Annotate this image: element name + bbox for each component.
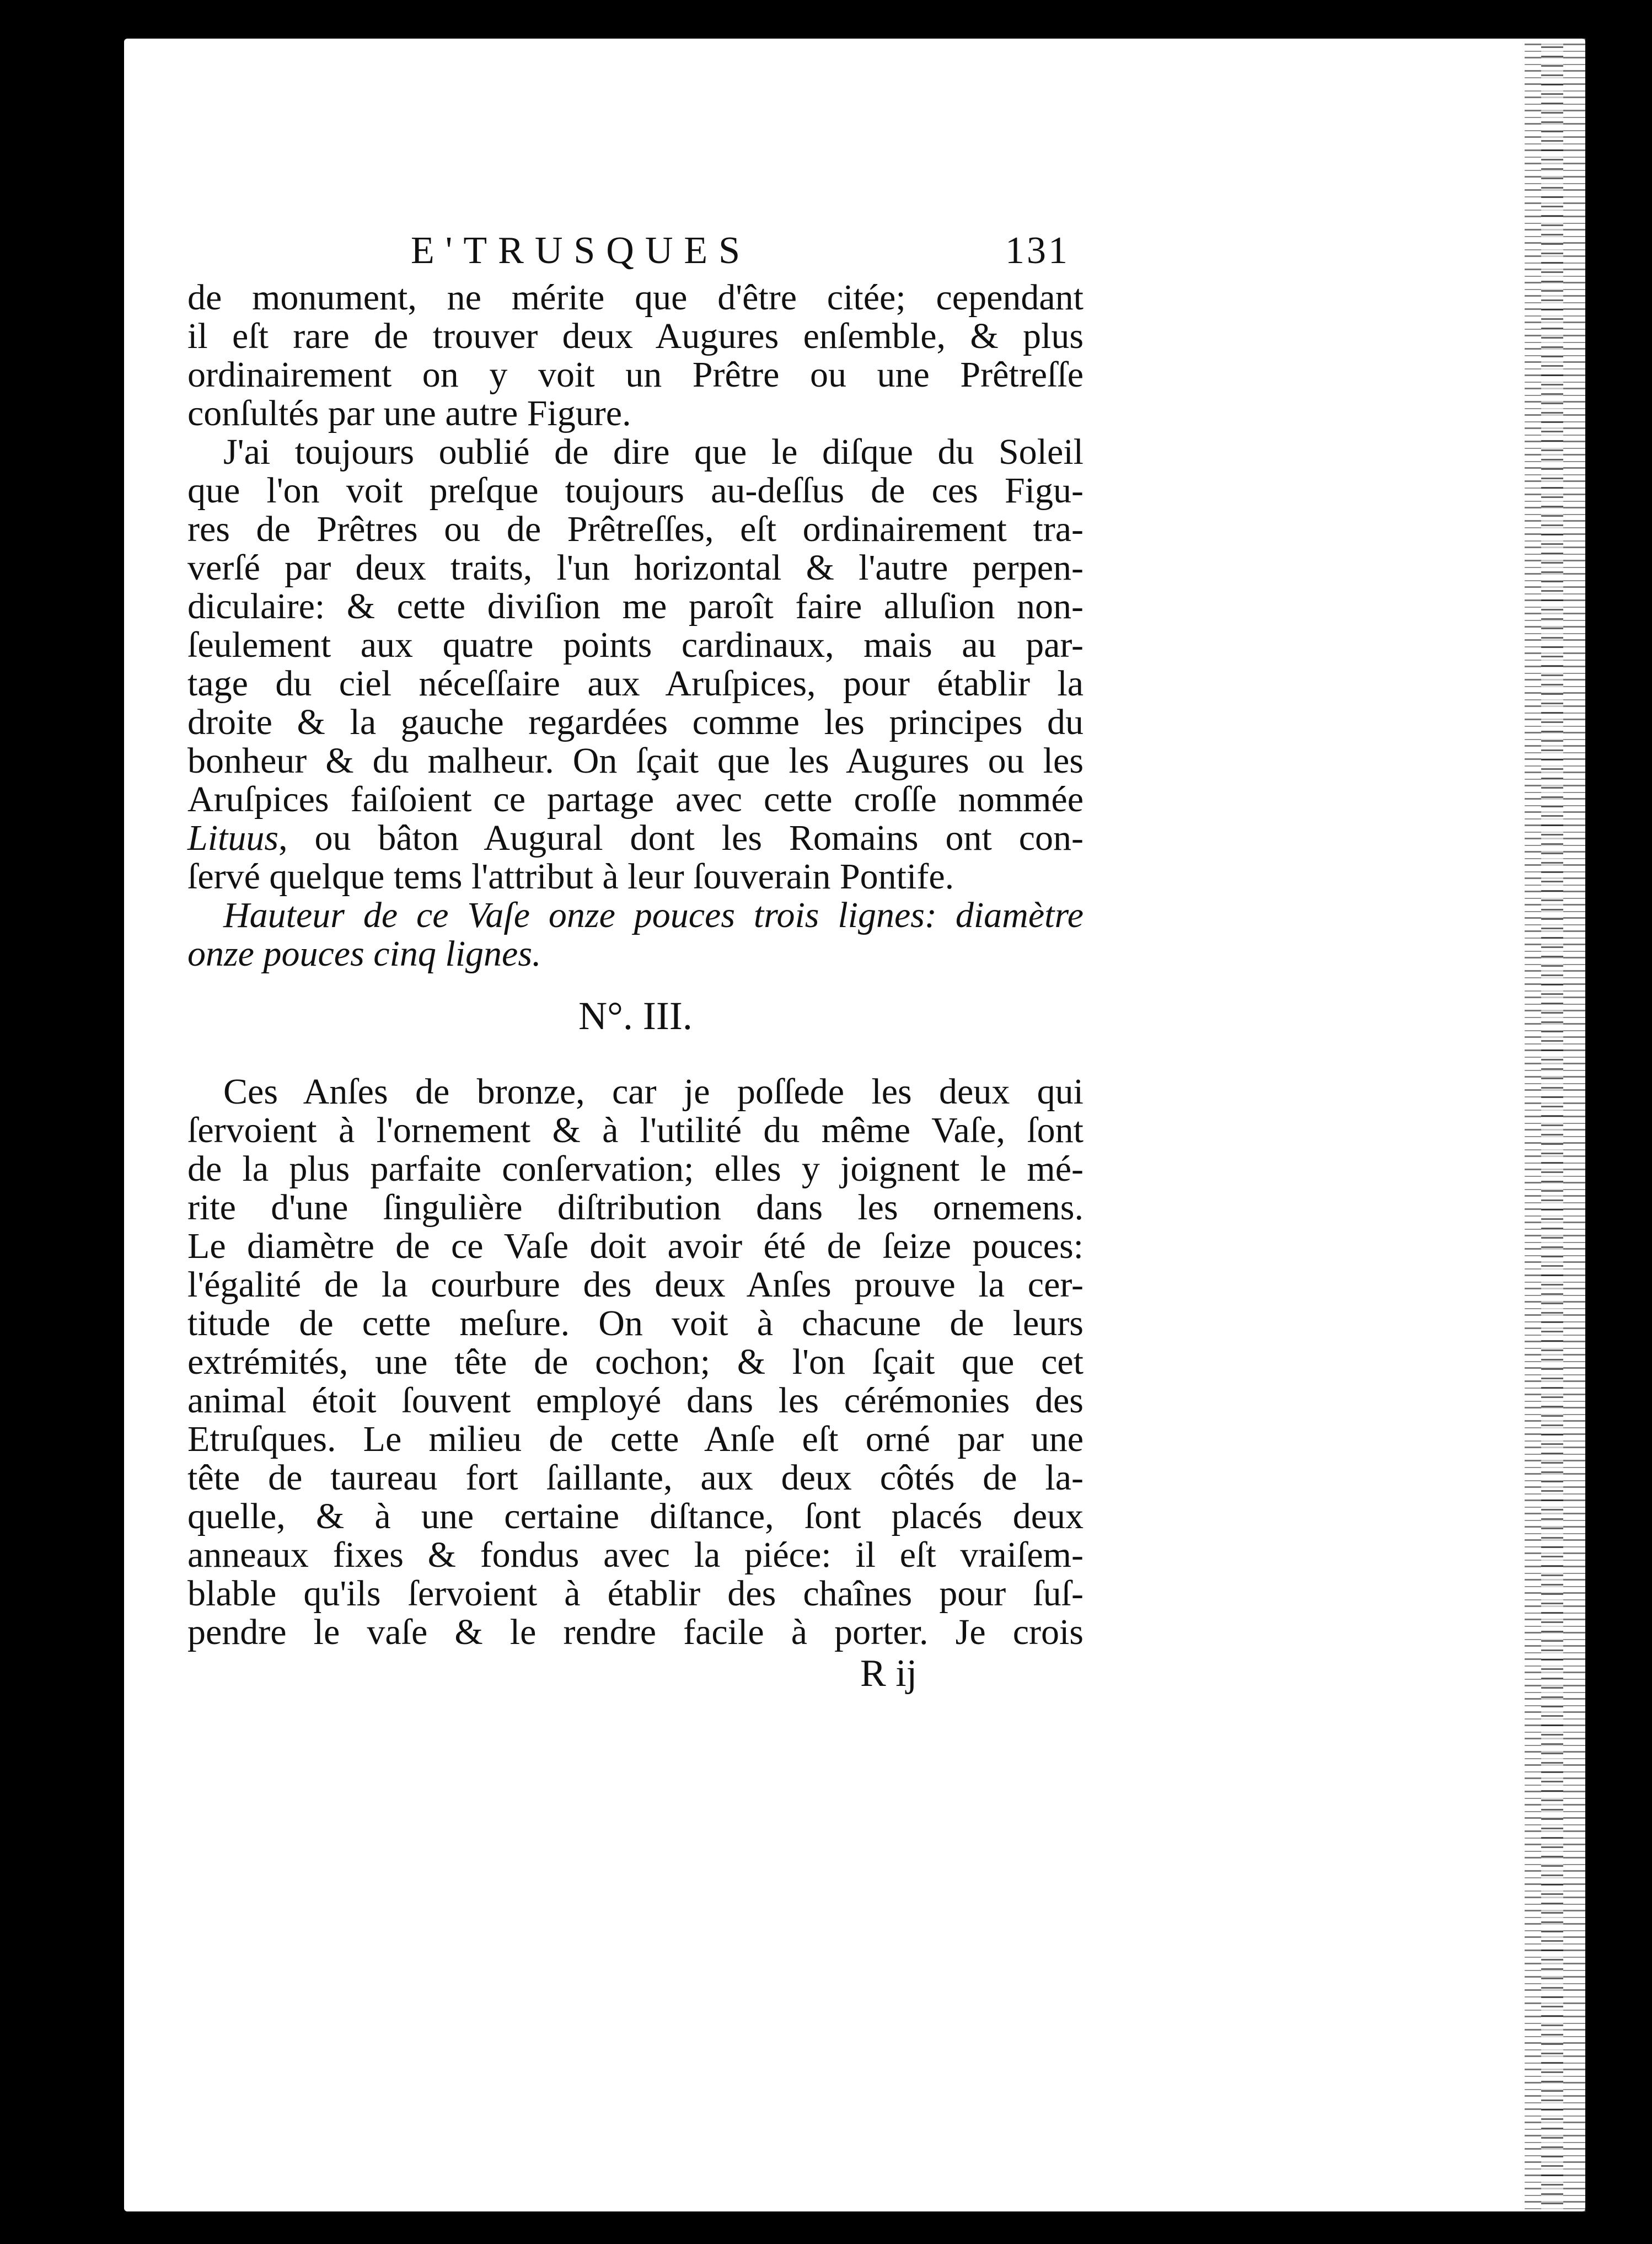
running-head-title: E'TRUSQUES	[411, 229, 752, 272]
signature-mark: R ij	[860, 1652, 918, 1695]
text-line: il eſt rare de trouver deux Augures enſemble, & plus	[187, 316, 1084, 356]
text-line-lituus	[187, 819, 1084, 858]
text-line: pendre le vaſe & le rendre facile à porter. Je crois	[187, 1612, 1084, 1652]
text-line: blable qu'ils ſervoient à établir des chaînes pour ſuſ-	[187, 1573, 1084, 1614]
text-line: ſervoient à l'ornement & à l'utilité du même Vaſe, ſont	[187, 1110, 1084, 1150]
paragraph-1	[187, 279, 1084, 433]
text-line: extrémités, une tête de cochon; & l'on ſçait que cet	[187, 1342, 1084, 1382]
text-line: diculaire: & cette diviſion me paroît faire alluſion non-	[187, 586, 1084, 626]
text-line: ordinairement on y voit un Prêtre ou une Prêtreſſe	[187, 355, 1084, 395]
text-line: ſeulement aux quatre points cardinaux, mais au par-	[187, 625, 1084, 665]
text-line: Etruſques. Le milieu de cette Anſe eſt orné par une	[187, 1419, 1084, 1459]
text-line: verſé par deux traits, l'un horizontal & l'autre perpen-	[187, 548, 1084, 588]
text-line: de la plus parfaite conſervation; elles y joignent le mé-	[187, 1149, 1084, 1189]
page-text-block	[187, 229, 1084, 1696]
text-line: que l'on voit preſque toujours au-deſſus de ces Figu-	[187, 470, 1084, 511]
lituus-word: Lituus	[187, 818, 279, 858]
book-page	[124, 39, 1585, 2211]
text-line: ſervé quelque tems l'attribut à leur ſouverain Pontife.	[187, 856, 954, 897]
text-line: onze pouces cinq lignes.	[187, 934, 541, 974]
text-line: quelle, & à une certaine diſtance, ſont placés deux	[187, 1496, 1084, 1536]
running-head	[187, 229, 1084, 279]
text-line: l'égalité de la courbure des deux Anſes prouve la cer-	[187, 1265, 1084, 1305]
text-line: res de Prêtres ou de Prêtreſſes, eſt ordinairement tra-	[187, 509, 1084, 549]
text-line: J'ai toujours oublié de dire que le diſque du Soleil	[223, 432, 1084, 472]
text-line: anneaux fixes & fondus avec la piéce: il eſt vraiſem-	[187, 1535, 1084, 1575]
section-paragraph	[187, 1073, 1084, 1652]
paragraph-2	[187, 433, 1084, 896]
text-line: rite d'une ſingulière diſtribution dans les ornemens.	[187, 1187, 1084, 1228]
text-line: droite & la gauche regardées comme les principes du	[187, 702, 1084, 742]
page-edge-shadow-inner	[1541, 39, 1563, 2211]
page-number: 131	[1005, 229, 1070, 272]
text-line: Ces Anſes de bronze, car je poſſede les deux qui	[223, 1072, 1084, 1112]
text-line: conſultés par une autre Figure.	[187, 393, 631, 433]
text-line: Hauteur de ce Vaſe onze pouces trois lignes: diamètre	[223, 895, 1084, 935]
text-line: Le diamètre de ce Vaſe doit avoir été de ſeize pouces:	[187, 1226, 1084, 1266]
text-line: titude de cette meſure. On voit à chacune de leurs	[187, 1303, 1084, 1343]
section-heading: N°. III.	[578, 994, 693, 1038]
dimensions-note	[187, 896, 1084, 973]
text-fragment: , ou bâton Augural dont les Romains ont con-	[278, 818, 1084, 858]
text-line: tage du ciel néceſſaire aux Aruſpices, pour établir la	[187, 663, 1084, 704]
text-line: animal étoit ſouvent employé dans les cérémonies des	[187, 1380, 1084, 1421]
text-line: bonheur & du malheur. On ſçait que les Augures ou les	[187, 741, 1084, 781]
text-line: tête de taureau fort ſaillante, aux deux côtés de la-	[187, 1458, 1084, 1498]
text-line: de monument, ne mérite que d'être citée; cependant	[187, 277, 1084, 318]
text-line: Aruſpices faiſoient ce partage avec cette croſſe nommée	[187, 779, 1084, 820]
